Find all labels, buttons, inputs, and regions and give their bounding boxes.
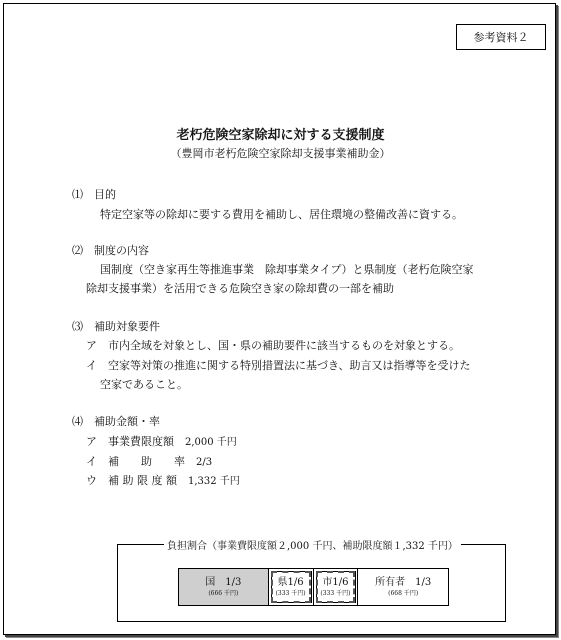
amount-label: 事業費限度額 <box>108 435 174 448</box>
amount-label: 補 助 限 度 額 <box>108 474 177 487</box>
section-heading-text: 目的 <box>94 188 116 201</box>
segment-amount: (333 千円) <box>275 590 306 597</box>
item-mark: ウ <box>86 474 97 487</box>
section-2-text-line-2: 除却支援事業）を活用できる危険空き家の除却費の一部を補助 <box>86 282 394 295</box>
section-heading-text: 補助対象要件 <box>94 320 160 333</box>
page-subtitle: （豊岡市老朽危険空家除却支援事業補助金） <box>170 147 391 160</box>
amount-row-limit <box>86 433 237 449</box>
section-3-item-b <box>86 357 471 373</box>
section-4-heading <box>72 413 160 429</box>
section-heading-text: 補助金額・率 <box>94 415 160 428</box>
cost-share-caption: 負担割合（事業費限度額２,000 千円、補助限度額１,332 千円） <box>164 537 461 552</box>
segment-amount: (668 千円) <box>388 590 419 597</box>
item-text: 空家等対策の推進に関する特別措置法に基づき、助言又は指導等を受けた <box>108 359 471 372</box>
reference-label: 参考資料２ <box>456 24 546 50</box>
share-segment-national <box>179 569 269 605</box>
share-segment-owner <box>358 569 448 605</box>
section-3-item-a <box>86 337 460 353</box>
section-3-heading <box>72 318 160 334</box>
amount-value: 1,332 千円 <box>188 476 240 487</box>
share-segment-city <box>314 569 359 605</box>
segment-label: 市1/6 <box>322 577 349 588</box>
section-1-heading <box>72 186 116 202</box>
amount-value: 2/3 <box>196 457 213 468</box>
section-number: ⑴ <box>72 188 83 201</box>
segment-amount: (333 千円) <box>320 590 351 597</box>
section-number: ⑷ <box>72 415 83 428</box>
segment-label: 国 1/3 <box>205 577 242 588</box>
section-2-text-line-1: 国制度（空き家再生等推進事業 除却事業タイプ）と県制度（老朽危険空家 <box>100 263 474 276</box>
share-segment-prefecture <box>269 569 314 605</box>
page-title: 老朽危険空家除却に対する支援制度 <box>176 128 385 143</box>
section-2-heading <box>72 242 149 258</box>
amount-value: 2,000 千円 <box>185 437 237 448</box>
item-mark: イ <box>86 455 97 468</box>
segment-label: 所有者 1/3 <box>375 577 432 588</box>
item-mark: ア <box>86 435 97 448</box>
section-number: ⑶ <box>72 320 83 333</box>
section-3-item-b-continued: 空家であること。 <box>100 378 188 391</box>
item-text: 市内全域を対象とし、国・県の補助要件に該当するものを対象とする。 <box>108 339 460 352</box>
item-mark: イ <box>86 359 97 372</box>
amount-label: 補 助 率 <box>108 455 185 468</box>
amount-row-rate <box>86 453 212 469</box>
amount-row-max-subsidy <box>86 472 240 488</box>
segment-label: 県1/6 <box>277 577 304 588</box>
cost-share-bar <box>178 568 449 606</box>
segment-amount: (666 千円) <box>208 590 239 597</box>
section-number: ⑵ <box>72 244 83 257</box>
section-heading-text: 制度の内容 <box>94 244 149 257</box>
item-mark: ア <box>86 339 97 352</box>
section-1-text: 特定空家等の除却に要する費用を補助し、居住環境の整備改善に資する。 <box>100 208 463 221</box>
